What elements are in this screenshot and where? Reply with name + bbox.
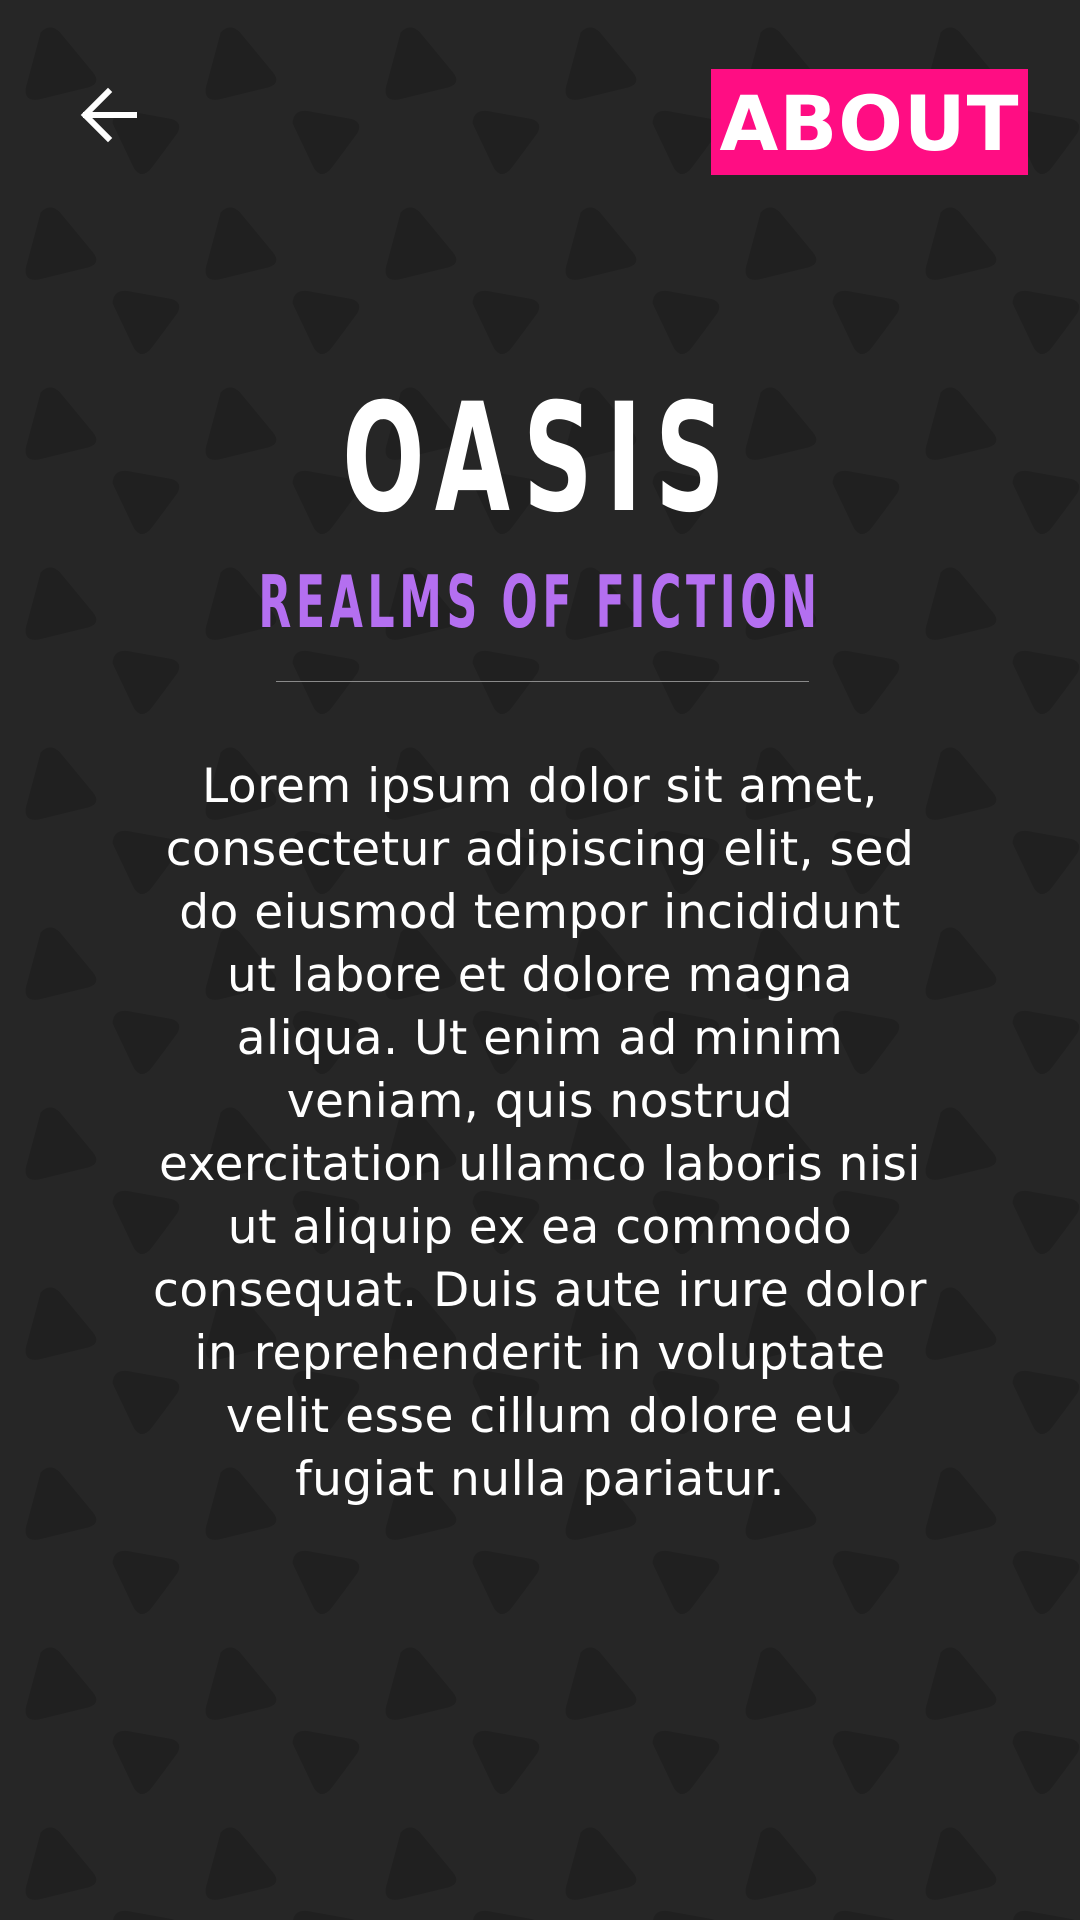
divider: [276, 681, 809, 682]
arrow-left-icon: [78, 84, 140, 146]
description-text: Lorem ipsum dolor sit amet, consectetur adipiscing elit, sed do eiusmod tempor incididunt ut labore et dolore magna aliqua. Ut enim ad minim veniam, quis nostrud exercitation ullamco laboris nisi ut aliquip ex ea commodo consequat. Duis aute irure dolor in reprehenderit in voluptate velit esse cillum dolore eu fugiat nulla pariatur.: [153, 759, 927, 1507]
back-button[interactable]: [62, 68, 156, 162]
page-title: OASIS: [342, 372, 738, 546]
page-subtitle: REALMS OF FICTION: [258, 560, 822, 644]
about-badge: ABOUT: [711, 69, 1028, 175]
